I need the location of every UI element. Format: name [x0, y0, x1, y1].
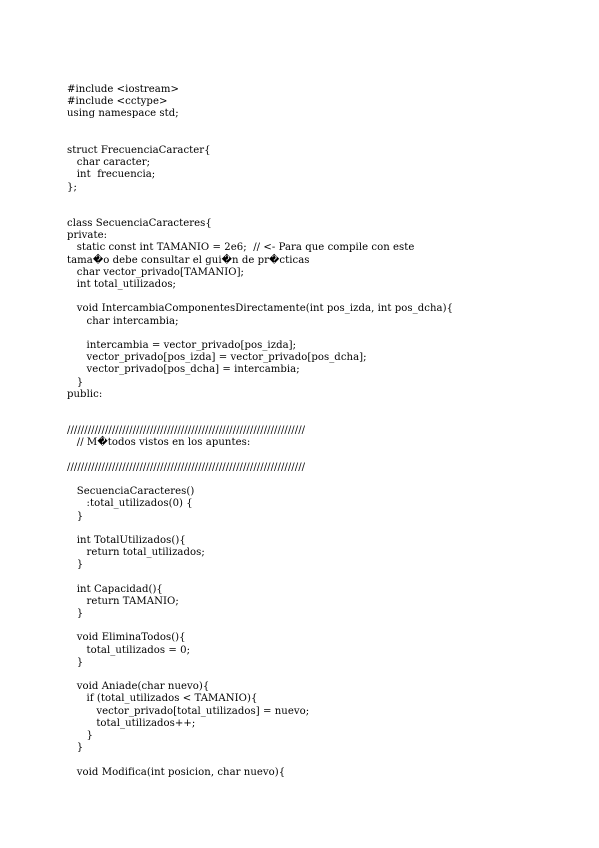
code-line: } — [67, 729, 94, 741]
code-line: using namespace std; — [67, 108, 179, 120]
code-line: #include <iostream> — [67, 84, 180, 95]
code-line — [67, 474, 453, 486]
code-line — [67, 401, 453, 413]
code-line — [67, 669, 453, 681]
code-line: vector_privado[pos_izda] = vector_privado[pos_dcha]; — [67, 352, 367, 364]
code-line: total_utilizados++; — [67, 717, 196, 729]
code-line — [67, 291, 453, 303]
code-line: class SecuenciaCaracteres{ — [67, 218, 212, 230]
code-line: private: — [67, 230, 108, 242]
code-line: char caracter; — [67, 157, 151, 169]
code-line — [67, 754, 453, 766]
code-line: vector_privado[total_utilizados] = nuevo; — [67, 705, 310, 717]
code-line: int Capacidad(){ — [67, 583, 163, 595]
code-line: return total_utilizados; — [67, 547, 205, 559]
code-line — [67, 572, 453, 584]
code-line: ///////////////////////////////////////////////////////////////////// — [67, 461, 306, 473]
code-line: ///////////////////////////////////////////////////////////////////// — [67, 425, 306, 437]
code-line: } — [67, 376, 84, 388]
code-line: total_utilizados = 0; — [67, 644, 191, 656]
code-line: } — [67, 608, 84, 620]
code-line: SecuenciaCaracteres() — [67, 486, 195, 498]
code-line: int total_utilizados; — [67, 279, 176, 290]
code-line: vector_privado[pos_dcha] = intercambia; — [67, 364, 300, 376]
code-line: char vector_privado[TAMANIO]; — [67, 266, 245, 278]
code-line: int TotalUtilizados(){ — [67, 534, 186, 546]
code-line: } — [67, 559, 84, 571]
code-line: } — [67, 656, 84, 668]
code-line — [67, 206, 453, 218]
code-line: // M�todos vistos en los apuntes: — [67, 437, 251, 449]
code-line — [67, 328, 453, 340]
code-line: } — [67, 742, 84, 754]
code-line: public: — [67, 388, 103, 400]
code-line: #include <cctype> — [67, 96, 168, 108]
code-line: void EliminaTodos(){ — [67, 632, 186, 644]
code-line: tama�o debe consultar el gui�n de pr�cticas — [67, 254, 310, 266]
code-line — [67, 133, 453, 145]
code-line — [67, 523, 453, 535]
code-line: void Aniade(char nuevo){ — [67, 681, 210, 693]
code-line — [67, 450, 453, 462]
code-line: void IntercambiaComponentesDirectamente(int pos_izda, int pos_dcha){ — [67, 303, 454, 315]
code-line: }; — [67, 181, 77, 193]
code-line: char intercambia; — [67, 315, 179, 327]
code-line — [67, 413, 453, 425]
code-line: static const int TAMANIO = 2e6; // <- Para que compile con este — [67, 242, 415, 254]
code-line — [67, 620, 453, 632]
code-line: int frecuencia; — [67, 169, 156, 181]
code-line: :total_utilizados(0) { — [67, 498, 193, 510]
code-line: return TAMANIO; — [67, 595, 179, 607]
code-line: struct FrecuenciaCaracter{ — [67, 144, 211, 156]
code-line: intercambia = vector_privado[pos_izda]; — [67, 339, 297, 351]
code-line: void Modifica(int posicion, char nuevo){ — [67, 766, 286, 778]
code-line: } — [67, 510, 84, 522]
code-line: if (total_utilizados < TAMANIO){ — [67, 693, 258, 705]
code-line — [67, 121, 453, 133]
code-line — [67, 194, 453, 206]
code-listing — [67, 84, 453, 779]
